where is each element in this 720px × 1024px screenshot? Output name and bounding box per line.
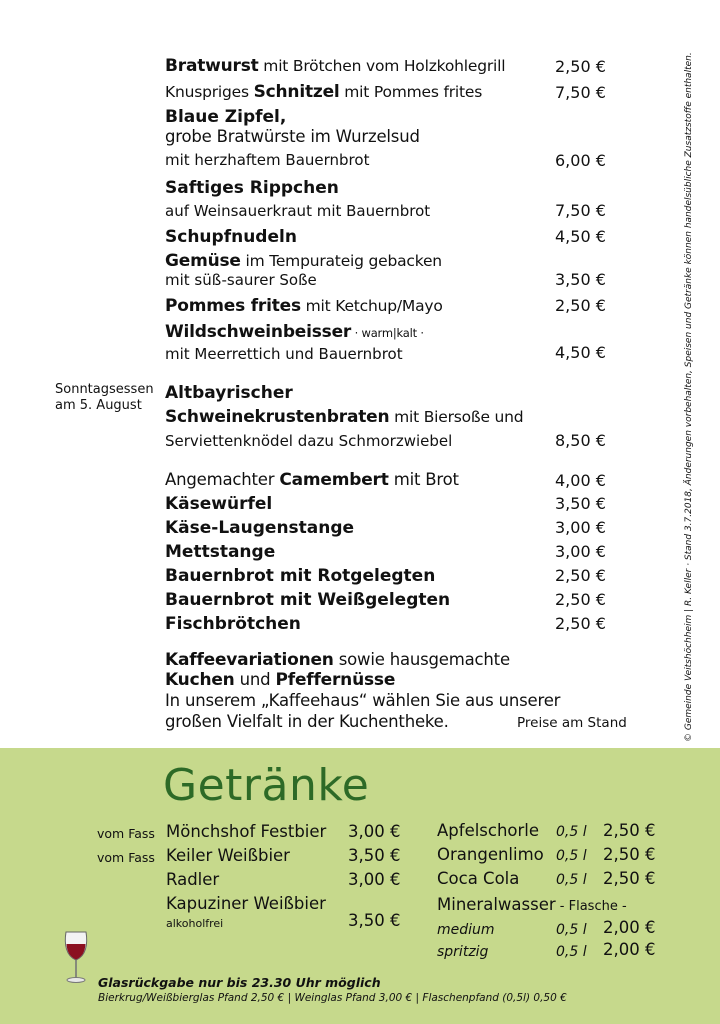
tap-tag: vom Fass <box>97 850 155 865</box>
menu-item-camembert: Angemachter Camembert mit Brot <box>165 470 459 490</box>
special-title: Altbayrischer <box>165 383 293 403</box>
price: 2,50 € <box>555 614 606 633</box>
sunday-date: am 5. August <box>55 398 142 413</box>
drink-unit: 0,5 l <box>556 848 587 864</box>
menu-item-pommes: Pommes frites mit Ketchup/Mayo <box>165 296 443 316</box>
price: 2,50 € <box>555 57 606 76</box>
price: 8,50 € <box>555 431 606 450</box>
menu-item-gemuese: Gemüse im Tempurateig gebacken <box>165 251 442 271</box>
drink-name: Keiler Weißbier <box>166 846 290 865</box>
menu-item-wildschweinbeisser: Wildschweinbeisser · warm|kalt · <box>165 322 424 342</box>
drink-name: Radler <box>166 870 220 889</box>
price: 4,00 € <box>555 471 606 490</box>
price: 3,50 € <box>555 270 606 289</box>
drink-price: 3,50 € <box>348 911 401 930</box>
menu-item-blaue-zipfel: Blaue Zipfel, <box>165 107 287 127</box>
menu-item-rippchen: Saftiges Rippchen <box>165 178 339 198</box>
drink-price: 3,00 € <box>348 822 401 841</box>
drink-unit: 0,5 l <box>556 824 587 840</box>
copyright-note: © Gemeinde Veitshöchheim | R. Keller · Stand 3.7.2018, Änderungen vorbehalten, Speisen und Getränke können handelsübliche Zusatzstoffe enthalten. <box>684 52 694 742</box>
menu-item-kaesewuerfel: Käsewürfel <box>165 494 273 514</box>
drink-price: 2,00 € <box>603 940 656 959</box>
menu-item-weissgelegten: Bauernbrot mit Weißgelegten <box>165 590 451 610</box>
menu-item-desc: mit herzhaftem Bauernbrot <box>165 151 370 169</box>
drink-unit: 0,5 l <box>556 944 587 960</box>
price: 2,50 € <box>555 566 606 585</box>
drink-name: Apfelschorle <box>437 821 540 840</box>
menu-item-bratwurst: Bratwurst mit Brötchen vom Holzkohlegrill <box>165 56 506 76</box>
drink-price: 2,50 € <box>603 869 656 888</box>
drink-price: 2,50 € <box>603 821 656 840</box>
drink-name: Mönchshof Festbier <box>166 822 327 841</box>
price: 7,50 € <box>555 201 606 220</box>
menu-item-fischbroetchen: Fischbrötchen <box>165 614 301 634</box>
menu-item-mettstange: Mettstange <box>165 542 276 562</box>
drink-name: Orangenlimo <box>437 845 544 864</box>
special-title-line2: Schweinekrustenbraten mit Biersoße und <box>165 407 524 427</box>
drink-price: 3,00 € <box>348 870 401 889</box>
drink-name: spritzig <box>437 944 489 960</box>
coffee-line2: Kuchen und Pfeffernüsse <box>165 670 396 690</box>
price: 3,00 € <box>555 542 606 561</box>
price: 4,50 € <box>555 227 606 246</box>
glass-return-note: Glasrückgabe nur bis 23.30 Uhr möglich <box>98 975 381 990</box>
drinks-section <box>0 748 720 1024</box>
menu-item-rotgelegten: Bauernbrot mit Rotgelegten <box>165 566 436 586</box>
drink-price: 2,00 € <box>603 918 656 937</box>
drink-name: Coca Cola <box>437 869 520 888</box>
menu-item-schnitzel: Knuspriges Schnitzel mit Pommes frites <box>165 82 483 102</box>
drink-price: 3,50 € <box>348 846 401 865</box>
drink-unit: 0,5 l <box>556 872 587 888</box>
coffee-line1: Kaffeevariationen sowie hausgemachte <box>165 650 510 670</box>
drink-sub: alkoholfrei <box>166 917 224 930</box>
drinks-title: Getränke <box>163 760 370 811</box>
deposit-info: Bierkrug/Weißbierglas Pfand 2,50 € | Weinglas Pfand 3,00 € | Flaschenpfand (0,5l) 0,50 € <box>98 992 567 1004</box>
price: 4,50 € <box>555 343 606 362</box>
menu-item-desc: grobe Bratwürste im Wurzelsud <box>165 127 420 146</box>
menu-item-kaese-laugenstange: Käse-Laugenstange <box>165 518 355 538</box>
coffee-line3: In unserem „Kaffeehaus“ wählen Sie aus unserer <box>165 691 561 710</box>
drink-unit: 0,5 l <box>556 922 587 938</box>
coffee-line4: großen Vielfalt in der Kuchentheke. <box>165 712 449 731</box>
price-note: Preise am Stand <box>517 715 627 731</box>
drink-price: 2,50 € <box>603 845 656 864</box>
price: 2,50 € <box>555 296 606 315</box>
drink-name-mineralwasser: Mineralwasser - Flasche - <box>437 895 627 914</box>
menu-item-schupfnudeln: Schupfnudeln <box>165 227 297 247</box>
drink-name: Kapuziner Weißbier <box>166 894 326 913</box>
sunday-label: Sonntagsessen <box>55 382 154 397</box>
wine-glass-icon <box>62 930 90 988</box>
menu-item-desc: mit Meerrettich und Bauernbrot <box>165 345 403 363</box>
price: 2,50 € <box>555 590 606 609</box>
menu-item-desc: auf Weinsauerkraut mit Bauernbrot <box>165 202 431 220</box>
drink-name: medium <box>437 922 495 938</box>
price: 6,00 € <box>555 151 606 170</box>
price: 7,50 € <box>555 83 606 102</box>
price: 3,00 € <box>555 518 606 537</box>
tap-tag: vom Fass <box>97 826 155 841</box>
price: 3,50 € <box>555 494 606 513</box>
menu-item-desc: mit süß-saurer Soße <box>165 271 317 289</box>
special-desc: Serviettenknödel dazu Schmorzwiebel <box>165 432 453 450</box>
